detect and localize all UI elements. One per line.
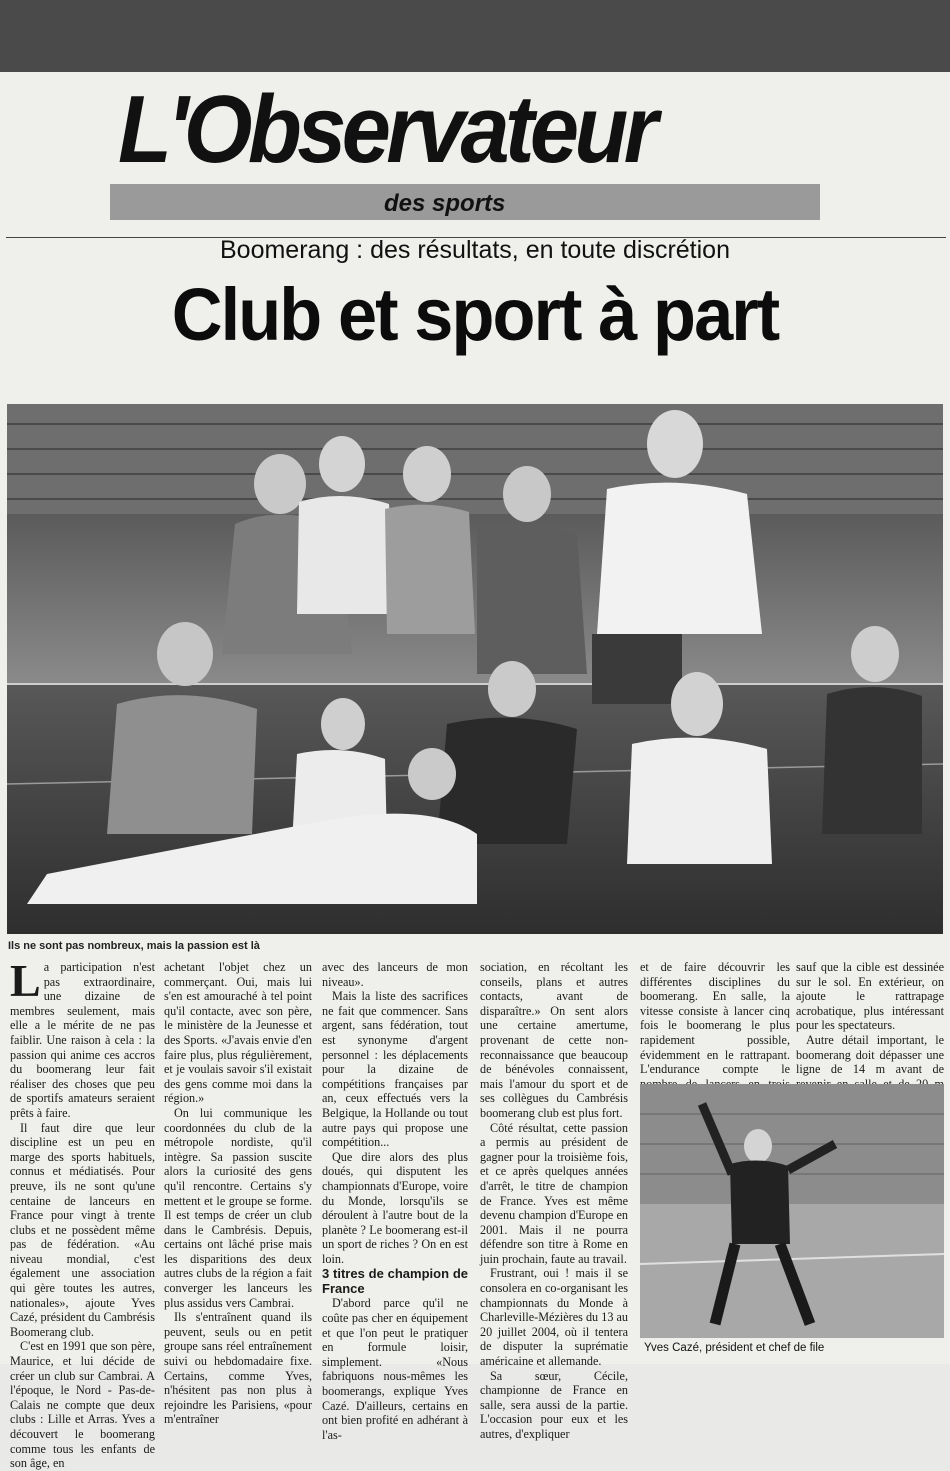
paragraph: D'abord parce qu'il ne coûte pas cher en équipement et que l'on peut le pratiquer en formule loisir, simplement. «Nous fabriquons nous-mêmes les boomerangs, explique Yves Cazé. D'ailleurs, certains en ont bien profité en adhérant à l'as- (322, 1296, 468, 1442)
paragraph: La participation n'est pas extraordinaire, une dizaine de membres seulement, mais elle a le mérite de ne pas faiblir. Une raison à cela : la passion qui anime ces accros du boomerang leur fait réaliser des choses que peu de sportifs amateurs seraient prêts à faire. (10, 955, 155, 1120)
article-kicker: Boomerang : des résultats, en toute discrétion (219, 236, 730, 264)
paragraph: Autre détail important, le boomerang doit dépasser une ligne de 14 m avant de (796, 1032, 944, 1077)
photo-caption: Ils ne sont pas nombreux, mais la passion est là (8, 940, 260, 952)
paragraph: avec des lanceurs de mon niveau». (322, 960, 468, 989)
top-dark-border (0, 0, 950, 72)
paragraph: Sa sœur, Cécile, championne de France en salle, sera aussi de la partie. L'occasion pour eux et les autres, d'expliquer (480, 1368, 628, 1441)
paragraph: Frustrant, oui ! mais il se consolera en co-organisant les championnats du Monde à Charleville-Mézières du 13 au 20 juillet 2004, où il tentera de disputer la suprématie américaine et allemande. (480, 1266, 628, 1369)
president-photo-caption: Yves Cazé, président et chef de file (644, 1342, 825, 1354)
president-photo-illustration (640, 1084, 944, 1338)
paragraph: C'est en 1991 que son père, Maurice, et lui décide de créer un club sur Cambrai. A l'époque, le Nord - Pas-de-Calais ne compte que deux clubs : Lille et Arras. Yves a découvert le boomerang comme tous les enfants de son âge, en (10, 1339, 155, 1471)
masthead-title: L'Observateur (118, 76, 654, 183)
paragraph: Mais la liste des sacrifices ne fait que commencer. Sans argent, sans fédération, tout est synonyme d'argent personnel : les déplacements pour la dizaine de compétitions françaises par an, ceux effectués vers la Belgique, la Hollande ou tout autre pays qui propose une compétition... (322, 989, 468, 1150)
column-3 (322, 960, 468, 1442)
paragraph: Ils s'entraînent quand ils peuvent, seuls ou en petit groupe sans réel entraînement suivi ou hebdomadaire fixe. Certains, comme Yves, n'hésitent pas non plus à rejoindre les Parisiens, «pour m'entraîner (164, 1310, 312, 1427)
paragraph: Que dire alors des plus doués, qui disputent les championnats d'Europe, voire du Monde, lorsqu'ils se déroulent à l'autre bout de la planète ? Le boomerang est-il un sport de riches ? On en est loin. (322, 1149, 468, 1266)
column-4 (480, 960, 628, 1442)
paragraph: On lui communique les coordonnées du club de la métropole nordiste, qu'il intègre. Sa passion suscite alors la curiosité des gens qu'il rencontre. Certains s'y mettent et le groupe se forme. Il est temps de créer un club dans le Cambrésis. Depuis, certains ont lâché prise mais les disparitions des deux autres clubs de la région a fait converger les lanceurs les plus assidus vers Cambrai. (164, 1105, 312, 1310)
newspaper-page (0, 72, 950, 1471)
team-photo (7, 404, 943, 934)
president-photo (640, 1084, 944, 1338)
column-2 (164, 960, 312, 1427)
paragraph: sociation, en récoltant les conseils, plans et autres contacts, avant de disparaître.» On sent alors une certaine amertume, provenant de cette non-reconnaissance que beaucoup de bénévoles connaissent, mais l'amour du sport et de ses collègues du Cambrésis boomerang club est plus fort. (480, 960, 628, 1120)
paragraph: Il faut dire que leur discipline est un peu en marge des sports habituels, connus et médiatisés. Pour preuve, ils ne sont qu'une centaine de lanceurs en France pour vingt à trente clubs et ne possèdent même pas de fédération. «Au niveau mondial, c'est également une association qui gère toutes les autres, nationales», ajoute Yves Cazé, président du Cambrésis Boomerang club. (10, 1120, 155, 1339)
masthead (6, 72, 946, 238)
paragraph: achetant l'objet chez un commerçant. Oui, mais lui s'en est amouraché à tel point qu'il contacte, avec son père, le ministère de la Jeunesse et des Sports. «J'avais envie d'en faire plus, plus régulièrement, et je voulais savoir s'il existait des gens comme moi dans la région.» (164, 960, 312, 1106)
subheading: 3 titres de champion de France (322, 1266, 468, 1297)
column-1 (10, 955, 155, 1471)
paragraph: et de faire découvrir les différentes disciplines du boomerang. En salle, la vitesse consiste à lancer cinq fois le boomerang le plus rapidement possible, évidemment en le rattrapant. L'endurance compte le (640, 960, 790, 1077)
paragraph: sauf que la cible est dessinée sur le sol. En extérieur, on ajoute le rattrapage acrobatique, plus intéressant pour les spectateurs. (796, 960, 944, 1033)
drop-cap: L (10, 955, 41, 1006)
paragraph: Côté résultat, cette passion a permis au président de gagner pour la troisième fois, et ce après quelques années d'arrêt, le titre de champion de France. Yves est même devenu champion d'Europe en 2001. Mais il ne pourra défendre son titre à Rome en juin prochain, faute au travail. (480, 1120, 628, 1266)
article-headline: Club et sport à part (171, 273, 779, 356)
masthead-subtitle: des sports (384, 190, 506, 217)
team-photo-illustration (7, 404, 943, 934)
